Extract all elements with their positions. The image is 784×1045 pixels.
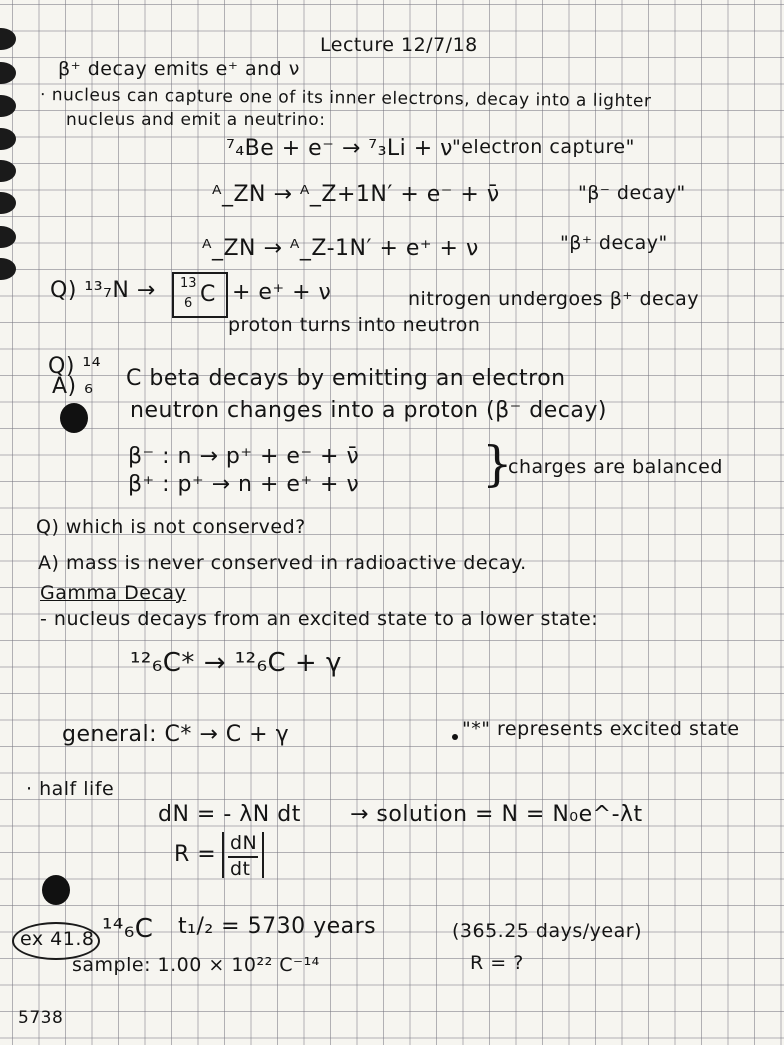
q2-answer: A) ₆ bbox=[52, 374, 94, 399]
punch-dot bbox=[60, 403, 88, 433]
page-number: 5738 bbox=[18, 1008, 64, 1028]
q2-beta-plus: β⁺ : p⁺ → n + e⁺ + ν bbox=[128, 472, 360, 497]
binding-hole bbox=[0, 128, 16, 150]
example-label: ex 41.8 bbox=[20, 928, 95, 950]
beta-plus-line: β⁺ decay emits e⁺ and ν bbox=[58, 58, 300, 80]
q1-right: + e⁺ + ν bbox=[232, 280, 332, 305]
binding-hole bbox=[0, 62, 16, 84]
binding-hole bbox=[0, 95, 16, 117]
gamma-note: "*" represents excited state bbox=[462, 718, 740, 740]
binding-hole bbox=[0, 28, 16, 50]
beta-plus-equation: ᴬ_ZN → ᴬ_Z-1N′ + e⁺ + ν bbox=[202, 236, 479, 261]
capture-label: "electron capture" bbox=[452, 136, 635, 158]
q1-box-symbol: C bbox=[200, 282, 216, 307]
q1-left: Q) ¹³₇N → bbox=[50, 278, 156, 303]
eq2-numerator: dN bbox=[230, 832, 258, 854]
q1-answer-box bbox=[172, 272, 228, 318]
q2-line2: neutron changes into a proton (β⁻ decay) bbox=[130, 398, 607, 423]
example-sample: sample: 1.00 × 10²² C⁻¹⁴ bbox=[72, 954, 320, 976]
example-isotope: ¹⁴₆C bbox=[102, 914, 154, 944]
q2-beta-minus: β⁻ : n → p⁺ + e⁻ + ν̄ bbox=[128, 444, 360, 469]
binding-hole bbox=[0, 258, 16, 280]
gamma-general: general: C* → C + γ bbox=[62, 722, 290, 747]
abs-bars bbox=[222, 832, 264, 878]
q1-box-mass: 13 bbox=[180, 276, 197, 291]
halflife-eq1: dN = - λN dt bbox=[158, 802, 301, 827]
binding-hole bbox=[0, 192, 16, 214]
q2-balanced: charges are balanced bbox=[508, 456, 723, 478]
q3-question: Q) which is not conserved? bbox=[36, 516, 306, 538]
q1-note2: proton turns into neutron bbox=[228, 314, 481, 336]
eq2-denominator: dt bbox=[230, 858, 251, 880]
halflife-eq2-left: R = bbox=[174, 842, 217, 867]
beta-minus-label: "β⁻ decay" bbox=[578, 182, 686, 204]
halflife-heading: · half life bbox=[26, 778, 115, 800]
q2-question: Q) ¹⁴ bbox=[48, 354, 102, 379]
capture-line1: · nucleus can capture one of its inner electrons, decay into a lighter bbox=[39, 85, 652, 112]
q3-answer: A) mass is never conserved in radioactive decay. bbox=[38, 552, 527, 574]
capture-equation: ⁷₄Be + e⁻ → ⁷₃Li + ν bbox=[226, 136, 453, 161]
q2-line1: C beta decays by emitting an electron bbox=[126, 366, 566, 391]
brace: } bbox=[482, 436, 513, 492]
beta-plus-label: "β⁺ decay" bbox=[560, 232, 668, 254]
example-days: (365.25 days/year) bbox=[452, 920, 642, 942]
q1-box-atomic: 6 bbox=[184, 296, 193, 311]
q1-note1: nitrogen undergoes β⁺ decay bbox=[408, 288, 700, 310]
gamma-heading: Gamma Decay bbox=[40, 582, 187, 604]
punch-dot bbox=[42, 875, 70, 905]
binding-hole bbox=[0, 226, 16, 248]
halflife-solution: → solution = N = N₀e^-λt bbox=[350, 802, 643, 827]
binding-hole bbox=[0, 160, 16, 182]
lecture-title: Lecture 12/7/18 bbox=[320, 34, 478, 56]
capture-line2: nucleus and emit a neutrino: bbox=[66, 110, 326, 130]
gamma-equation: ¹²₆C* → ¹²₆C + γ bbox=[130, 648, 342, 678]
gamma-line1: - nucleus decays from an excited state to a lower state: bbox=[40, 608, 599, 630]
example-halflife: t₁/₂ = 5730 years bbox=[178, 914, 377, 939]
example-r: R = ? bbox=[470, 952, 524, 974]
ink-dot bbox=[452, 734, 458, 740]
beta-minus-equation: ᴬ_ZN → ᴬ_Z+1N′ + e⁻ + ν̄ bbox=[212, 182, 500, 207]
